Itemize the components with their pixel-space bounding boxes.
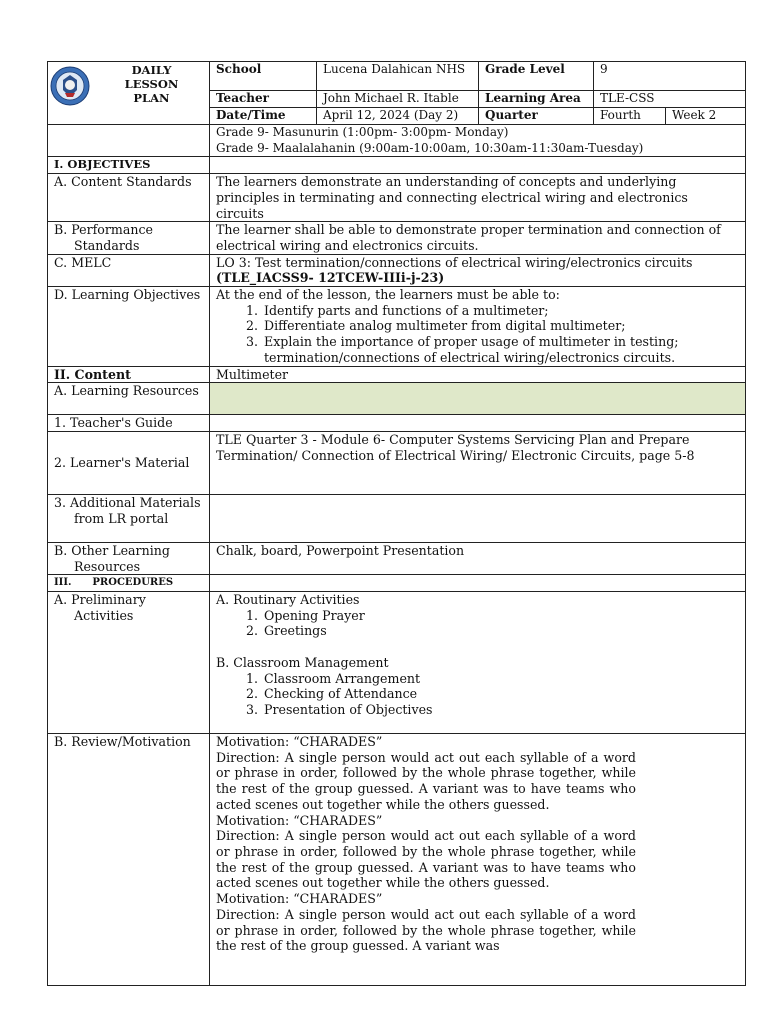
motivation-block-3 bbox=[216, 891, 636, 954]
melc-code-open: ( bbox=[216, 270, 222, 286]
teacher-label: Teacher bbox=[210, 91, 317, 108]
school-label: School bbox=[210, 62, 317, 91]
quarter-label: Quarter bbox=[479, 108, 594, 125]
section-line-2: Grade 9- Maalalahanin (9:00am-10:00am, 10:30am-11:30am-Tuesday) bbox=[216, 140, 644, 155]
learning-objectives-label: D. Learning Objectives bbox=[54, 287, 201, 303]
motivation-direction-partial: Direction: A single person would act out each syllable of a word or phrase in order, followed by the whole phrase together, while the rest of the group guessed. A variant was bbox=[216, 906, 636, 954]
quarter-value: Fourth bbox=[594, 108, 666, 125]
grade-level-value: 9 bbox=[594, 62, 746, 91]
procedures-heading: III. PROCEDURES bbox=[48, 575, 210, 592]
motivation-title: Motivation: “CHARADES” bbox=[216, 891, 383, 907]
school-seal-icon bbox=[50, 66, 90, 106]
title-line-1: DAILY bbox=[131, 63, 172, 77]
datetime-label: Date/Time bbox=[210, 108, 317, 125]
melc-value: LO 3: Test termination/connections of electrical wiring/electronics circuits bbox=[216, 254, 693, 270]
list-item: 1. Identify parts and functions of a multimeter; bbox=[262, 303, 739, 319]
motivation-block-2 bbox=[216, 813, 636, 892]
learning-resources-label: A. Learning Resources bbox=[54, 383, 199, 399]
lesson-plan-table bbox=[47, 61, 746, 986]
content-value: Multimeter bbox=[210, 366, 746, 383]
motivation-direction: Direction: A single person would act out each syllable of a word or phrase in order, followed by the whole phrase together, while the rest of the group guessed. A variant was to have teams who acted scenes out together while the others guessed. bbox=[216, 749, 636, 812]
motivation-block-1 bbox=[216, 734, 636, 813]
melc-code: TLE_IACSS9- 12TCEW-IIIi-j-23 bbox=[221, 270, 439, 286]
performance-standards-label-cell bbox=[48, 222, 210, 254]
learning-objectives-cell bbox=[210, 287, 746, 367]
motivation-direction: Direction: A single person would act out each syllable of a word or phrase in order, followed by the whole phrase together, while the rest of the group guessed. A variant was to have teams who acted scenes out together while the others guessed. bbox=[216, 828, 636, 891]
grade-level-label: Grade Level bbox=[479, 62, 594, 91]
school-value: Lucena Dalahican NHS bbox=[317, 62, 479, 91]
blank-cell bbox=[210, 157, 746, 174]
review-label: B. Review/Motivation bbox=[48, 734, 210, 986]
title-line-2: LESSON bbox=[124, 77, 179, 91]
additional-materials-label: 3. Additional Materials from LR portal bbox=[54, 494, 201, 526]
other-resources-value: Chalk, board, Powerpoint Presentation bbox=[210, 542, 746, 574]
motivation-title: Motivation: “CHARADES” bbox=[216, 734, 383, 750]
list-item: 2. Differentiate analog multimeter from digital multimeter; bbox=[262, 318, 739, 334]
list-item: 1. Opening Prayer bbox=[262, 608, 739, 624]
content-standards-label-cell bbox=[48, 174, 210, 222]
section-line-1: Grade 9- Masunurin (1:00pm- 3:00pm- Monday) bbox=[216, 125, 509, 139]
learners-material-value: TLE Quarter 3 - Module 6- Computer Systems Servicing Plan and Prepare Termination/ Connection of Electrical Wiring/ Electronic Circuits, page 5-8 bbox=[210, 431, 746, 494]
list-item: 3. Presentation of Objectives bbox=[262, 702, 739, 718]
melc-code-close: ) bbox=[438, 270, 445, 286]
preliminary-cell bbox=[210, 592, 746, 734]
learning-area-label: Learning Area bbox=[479, 91, 594, 108]
list-item: 2. Checking of Attendance bbox=[262, 686, 739, 702]
learning-resources-label-cell bbox=[48, 383, 210, 415]
other-resources-label: B. Other Learning Resources bbox=[54, 542, 170, 574]
performance-standards-label: B. Performance Standards bbox=[54, 222, 153, 253]
performance-standards-value: The learner shall be able to demonstrate proper termination and connection of electrical wiring and electronics circuits. bbox=[210, 222, 746, 254]
classroom-list bbox=[216, 671, 739, 718]
melc-code-line bbox=[216, 270, 739, 286]
blank-cell bbox=[48, 125, 210, 157]
melc-cell bbox=[210, 254, 746, 286]
class-sections bbox=[210, 125, 746, 157]
objectives-heading: I. OBJECTIVES bbox=[48, 157, 210, 174]
content-heading: II. Content bbox=[48, 366, 210, 383]
classroom-heading: B. Classroom Management bbox=[216, 654, 389, 670]
learners-material-label: 2. Learner's Material bbox=[48, 431, 210, 494]
routinary-list bbox=[216, 608, 739, 639]
content-standards-label: A. Content Standards bbox=[54, 174, 192, 190]
additional-materials-label-cell bbox=[48, 494, 210, 542]
datetime-value: April 12, 2024 (Day 2) bbox=[317, 108, 479, 125]
list-item: 2. Greetings bbox=[262, 623, 739, 639]
header-logo-cell bbox=[48, 62, 210, 125]
title-line-3: PLAN bbox=[133, 91, 170, 105]
teachers-guide-label: 1. Teacher's Guide bbox=[48, 415, 210, 432]
blank-cell bbox=[210, 575, 746, 592]
list-item: 1. Classroom Arrangement bbox=[262, 671, 739, 687]
other-resources-label-cell bbox=[48, 542, 210, 574]
lesson-plan-document bbox=[47, 61, 745, 986]
motivation-title: Motivation: “CHARADES” bbox=[216, 812, 383, 828]
daily-lesson-plan-title bbox=[94, 62, 209, 105]
learning-resources-value bbox=[210, 383, 746, 415]
teachers-guide-value bbox=[210, 415, 746, 432]
preliminary-label-cell bbox=[48, 592, 210, 734]
preliminary-label: A. Preliminary Activities bbox=[54, 592, 146, 623]
week-value: Week 2 bbox=[666, 108, 746, 125]
teacher-value: John Michael R. Itable bbox=[317, 91, 479, 108]
routinary-heading: A. Routinary Activities bbox=[216, 592, 360, 608]
learning-objectives-list bbox=[216, 303, 739, 366]
list-item: 3. Explain the importance of proper usage of multimeter in testing; termination/connections of electrical wiring/electronics circuits. bbox=[262, 334, 739, 365]
motivation-cell bbox=[210, 734, 746, 986]
learning-objectives-intro: At the end of the lesson, the learners must be able to: bbox=[216, 287, 560, 303]
additional-materials-value bbox=[210, 494, 746, 542]
learning-objectives-label-cell bbox=[48, 287, 210, 367]
learning-area-value: TLE-CSS bbox=[594, 91, 746, 108]
melc-label: C. MELC bbox=[48, 254, 210, 286]
content-standards-value: The learners demonstrate an understanding of concepts and underlying principles in terminating and connecting electrical wiring and electronics circuits bbox=[210, 174, 746, 222]
